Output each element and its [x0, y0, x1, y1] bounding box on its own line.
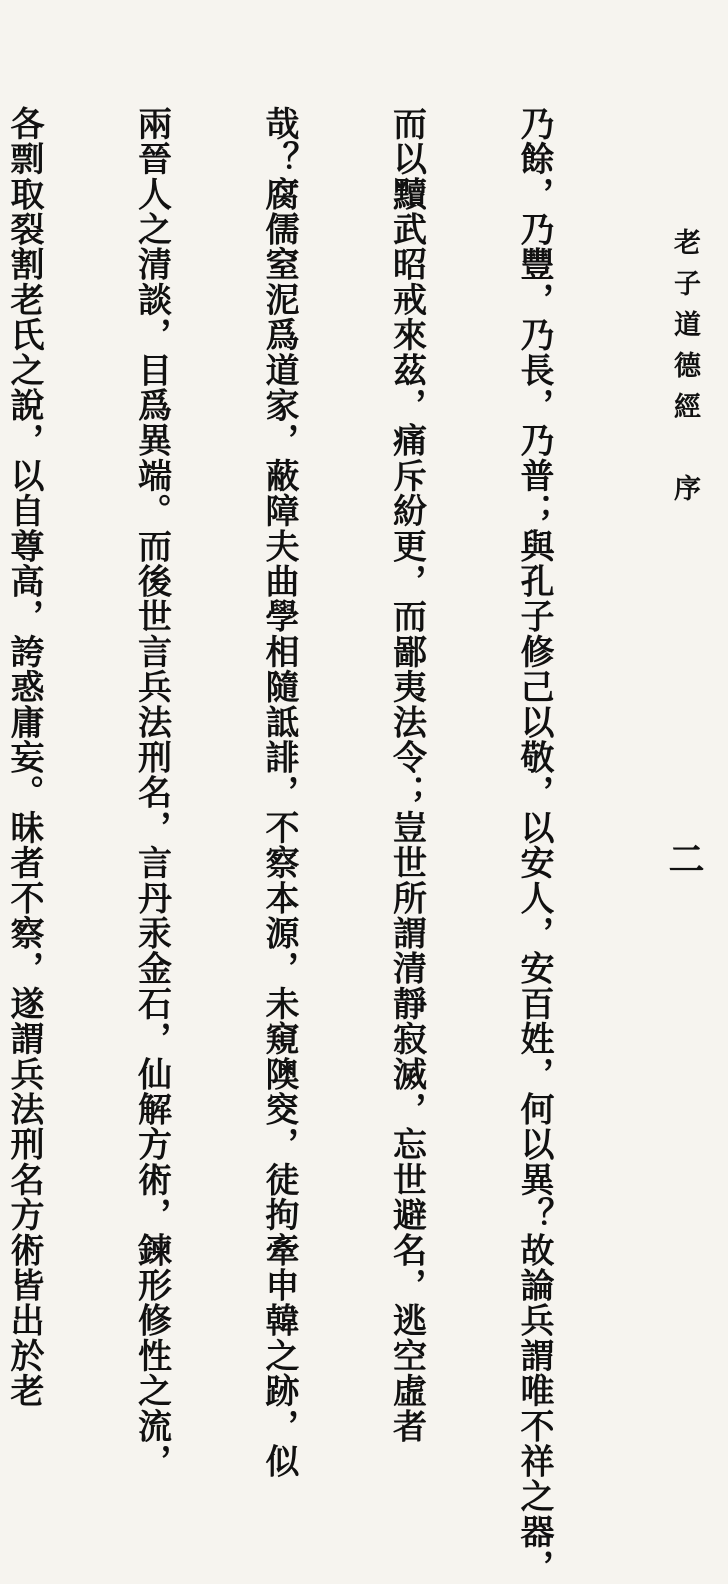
- text-column: 兩晉人之清談，目爲異端。而後世言兵法刑名，言丹汞金石，仙解方術，鍊形修性之流，: [131, 106, 172, 1479]
- preface-text-block: [0, 106, 640, 1584]
- page-number: 二: [663, 840, 705, 876]
- running-header-title: 老子道德經 序: [669, 228, 700, 515]
- text-column: 各剽取裂割老氏之說，以自尊高，誇惑庸妄。昧者不察，遂謂兵法刑名方術皆出於老: [4, 106, 44, 1409]
- text-column: 哉？腐儒窒泥爲道家，蔽障夫曲學相隨詆誹，不察本源，未窺隩窔，徒拘牽申韓之跡，似: [259, 106, 299, 1479]
- text-column: 乃餘，乃豐，乃長，乃普；與孔子修己以敬，以安人，安百姓，何以異？故論兵謂唯不祥之器，: [514, 106, 554, 1584]
- text-column: 而以黷武昭戒來茲，痛斥紛更，而鄙夷法令；豈世所謂清靜寂滅，忘世避名，逃空虛者: [386, 106, 427, 1444]
